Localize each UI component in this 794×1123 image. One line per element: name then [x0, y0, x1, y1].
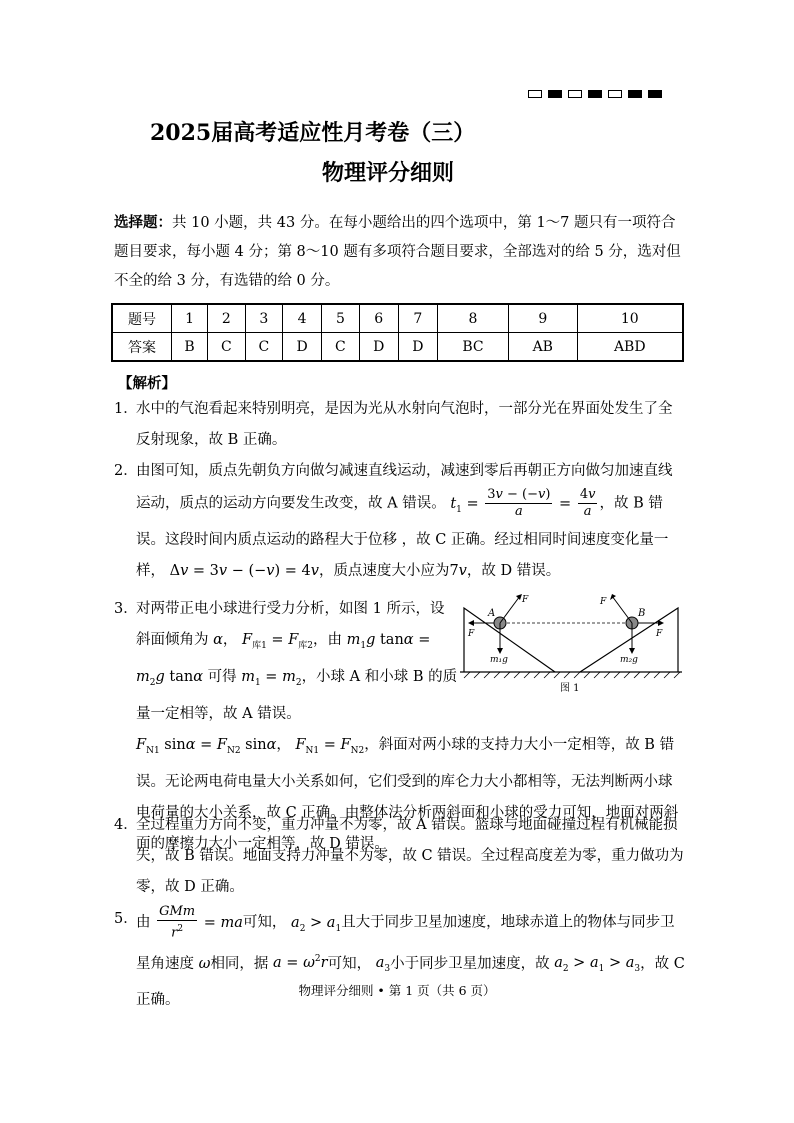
- formula: $a_3$: [375, 955, 391, 975]
- row-label: 题号: [112, 304, 172, 333]
- table-cell: 3: [245, 304, 282, 333]
- table-row: [112, 304, 683, 333]
- formula: $F_{N1} = F_{N2}$: [295, 736, 365, 756]
- question-text-part: 由: [136, 914, 151, 931]
- table-cell: 8: [437, 304, 508, 333]
- label-a: A: [488, 608, 496, 619]
- table-cell: ABD: [577, 333, 683, 362]
- question-text-part: 对两带正电小球进行受力分析，如图 1 所示，设斜面倾角为: [136, 601, 445, 648]
- table-cell: BC: [437, 333, 508, 362]
- table-cell: D: [359, 333, 398, 362]
- label-fk1: F: [468, 629, 475, 639]
- table-cell: 10: [577, 304, 683, 333]
- intro-paragraph: [114, 208, 686, 296]
- table-cell: 7: [398, 304, 437, 333]
- formula: $m_1g$ $\tan\alpha = m_2g$ tanα: [136, 632, 431, 688]
- table-cell: C: [322, 333, 359, 362]
- question-text-part: ，小球 A 和小球 B 的质量一定相等，故 A 错误。: [136, 668, 458, 722]
- table-cell: 2: [208, 304, 245, 333]
- table-cell: 9: [509, 304, 577, 333]
- question-text-part: 相同，据: [210, 955, 269, 972]
- table-cell: 6: [359, 304, 398, 333]
- question-text-part: 质点速度大小应为: [333, 563, 450, 580]
- question-text-part: ，故 B 错误。这段时间内质点运动的路程大于位移 ，故 C 正确。经过相同时间速度变化量一样，: [136, 495, 669, 580]
- formula: $F_{N1}$ $\sin\alpha = F_{N2}$ sinα: [136, 736, 277, 756]
- label-m1g: m₁g: [490, 655, 508, 665]
- analysis-heading: 【解析】: [118, 375, 176, 392]
- intro-text: 共 10 小题，共 43 分。在每小题给出的四个选项中，第 1～7 题只有一项符合题目要求，每小题 4 分；第 8～10 题有多项符合题目要求，全部选对的给 5 分，选对但不全的给 3 分，有选错的给 0 分。: [114, 215, 681, 289]
- question-number: 4．: [114, 817, 138, 833]
- formula: $a = \omega^2r$: [273, 954, 328, 972]
- formula: α: [213, 632, 223, 648]
- page-title: 2025届高考适应性月考卷（三）: [150, 120, 476, 146]
- question-text: 水中的气泡看起来特别明亮，是因为光从水射向气泡时，一部分光在界面处发生了全反射现象，故 B 正确。: [136, 401, 673, 448]
- question-5: [114, 904, 686, 1016]
- question-number: 3．: [114, 601, 138, 617]
- question-text-part: 小于同步卫星加速度，故: [390, 955, 550, 972]
- ground-hatch: [464, 672, 680, 678]
- question-text: 由图可知，质点先朝负方向做匀减速直线运动，减速到零后再朝正方向做匀加速直线运动，质点的运动方向要发生改变，故 A 错误。 $t_1$ = $\frac{3v - (-v)}{a}$ = $\frac{4v}{a}$ ，故 B 错误。这段时间内质点运动的路程大于位移 ，故 C 正确。经过相同时间速度变化量一样， Δv = 3v − (−v) = 4v，质点速度大小应为7v，故 D 错误。: [136, 463, 673, 580]
- table-cell: 4: [283, 304, 322, 333]
- table-cell: C: [208, 333, 245, 362]
- formula: $m_1 = m_2$: [241, 668, 302, 688]
- label-fn1: F: [522, 595, 529, 605]
- table-cell: D: [398, 333, 437, 362]
- question-text-part: 可知，: [242, 914, 287, 931]
- question-text: [114, 904, 686, 1016]
- question-text-wrapped: 对两带正电小球进行受力分析，如图 1 所示，设斜面倾角为 α， $F_{库1} = F_{库2}$，由 $m_1g$ $\tan\alpha = m_2g$ tanα 可得 $m_1 = m_2$，小球 A 和小球 B 的质量一定相等，故 A 错误。: [136, 601, 458, 722]
- formula: $F_{库1} = F_{库2}$: [242, 632, 313, 651]
- question-text: 对两带正电小球进行受力分析，如图 1 所示，设斜面倾角为 α， $F_{库1} = F_{库2}$，由 $m_1g$ $\tan\alpha = m_2g$ tanα 可得 $m_1 = m_2$，小球 A 和小球 B 的质量一定相等，故 A 错误。 $F_{N1}$ $\sin\alpha = F_{N2}$ sinα， $F_{N1} = F_{N2}$，斜面对两小球的支持力大小一定相等，故 B 错误。无论两电荷电量大小关系如何，它们受到的库仑力大小都相等，无法判断两小球电荷量的大小关系，故 C 正确。由整体法分析两斜面和小球的受力可知，地面对两斜面的摩擦力大小一定相等，故 D 错误。: [114, 594, 686, 860]
- question-text: 全过程重力方向不变，重力冲量不为零，故 A 错误。篮球与地面碰撞过程有机械能损失，故 B 错误。地面支持力冲量不为零，故 C 错误。全过程高度差为零，重力做功为零，故 D 正确。: [136, 817, 684, 895]
- question-4: [114, 810, 686, 903]
- label-fn2: F: [600, 597, 607, 607]
- question-text-part: 且大于同步卫星加速度，地球赤道上的物体与同步卫星角速度: [136, 914, 675, 972]
- table-row: [112, 333, 683, 362]
- formula: 7v: [449, 563, 467, 580]
- page-subtitle: 物理评分细则: [322, 160, 455, 186]
- question-text-part: ，斜面对两小球的支持力大小一定相等，故 B 错误。无论两电荷电量大小关系如何，它们受到的库仑力大小都相等，无法判断两小球电荷量的大小关系，故 C 正确。由整体法分析两斜面和小球的受力可知，地面对两斜面的摩擦力大小一定相等，故 D 错误。: [136, 736, 679, 852]
- formula: Δv = 3v − (−v) = 4v: [169, 563, 319, 580]
- question-text-part: ，故 C 正确。: [136, 955, 685, 1009]
- label-m2g: m₂g: [620, 655, 638, 665]
- table-cell: 1: [172, 304, 208, 333]
- formula: ω: [198, 955, 211, 972]
- page-footer: 物理评分细则 • 第 1 页（共 6 页）: [298, 983, 496, 998]
- formula: $a_2 > a_1$: [291, 914, 342, 934]
- table-cell: B: [172, 333, 208, 362]
- table-cell: 5: [322, 304, 359, 333]
- question-text-part: ，故 D 错误。: [466, 563, 561, 580]
- table-cell: D: [283, 333, 322, 362]
- question-1: [114, 394, 686, 456]
- table-cell: AB: [509, 333, 577, 362]
- question-text-part: 由图可知，质点先朝负方向做匀减速直线运动，减速到零后再朝正方向做匀加速直线运动，质点的运动方向要发生改变，故 A 错误。: [136, 463, 673, 512]
- formula: $\frac{\text{GMm}}{r^2}$ = ma: [159, 904, 243, 941]
- figure-caption: 图 1: [560, 683, 580, 694]
- question-text-part: 可知，: [327, 955, 372, 972]
- question-2: [114, 456, 686, 587]
- label-fk2: F: [656, 629, 663, 639]
- table-cell: C: [245, 333, 282, 362]
- row-label: 答案: [112, 333, 172, 362]
- intro-label: 选择题：: [114, 214, 172, 231]
- answer-table: [111, 303, 684, 362]
- question-number: 5．: [114, 911, 138, 927]
- page-marker-icon: [528, 90, 662, 98]
- question-text-part: 可得: [207, 668, 237, 685]
- formula: $a_2 > a_1 > a_3$: [554, 955, 641, 975]
- question-number: 2．: [114, 463, 138, 479]
- formula: $t_1$ = $\frac{3v - (-v)}{a}$ = $\frac{4v}{a}$: [450, 487, 596, 519]
- question-text-part: 由: [327, 632, 342, 648]
- left-incline: [464, 608, 555, 672]
- question-number: 1．: [114, 401, 138, 417]
- label-b: B: [638, 608, 646, 619]
